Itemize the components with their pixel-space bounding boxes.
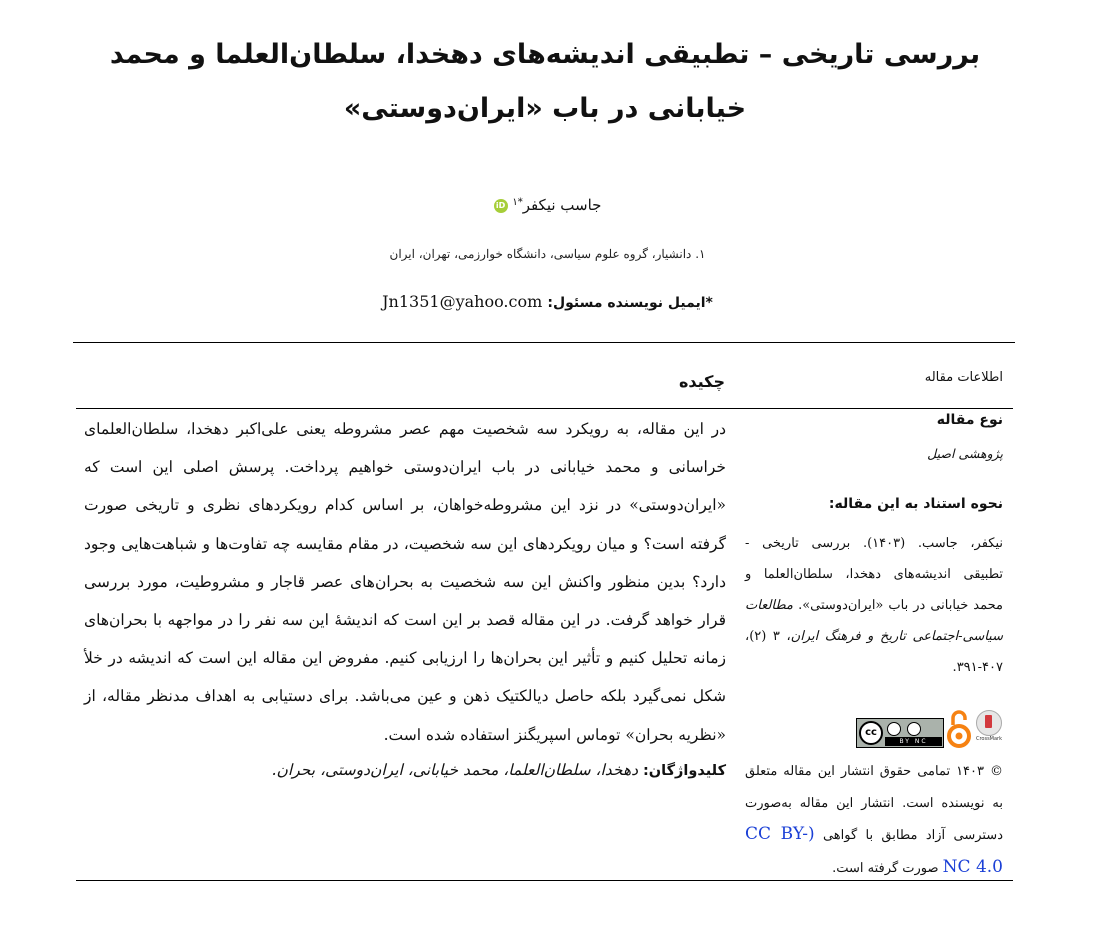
abstract-heading: چکیده [678,372,725,391]
license-link[interactable]: (CC BY-NC 4.0 [745,824,1003,877]
license-badges [856,708,1004,750]
article-title: بررسی تاریخی – تطبیقی اندیشه‌های دهخدا، سلطان‌العلما و محمد خیابانی در باب «ایران‌دوستی» [109,39,981,124]
article-type-label: نوع مقاله [936,412,1003,428]
bottom-divider [76,880,1013,881]
top-divider [73,342,1015,343]
citation-volume: ، ۳ (۲)، ۴۰۷-۳۹۱. [745,629,1003,675]
cc-attribution-icons [887,721,941,737]
crossmark-icon[interactable] [974,710,1004,750]
citation-label: نحوه استناد به این مقاله: [828,496,1003,512]
copyright-notice [745,756,1003,884]
citation-journal: مطالعات سیاسی-اجتماعی تاریخ و فرهنگ ایران [745,598,1003,644]
copyright-text: © ۱۴۰۳ تمامی حقوق انتشار این مقاله متعلق به نویسنده است. انتشار این مقاله به‌صورت دسترسی آزاد مطابق با گواهی [745,764,1004,843]
article-type-value: پژوهشی اصیل [927,446,1003,461]
affiliation: ۱. دانشیار، گروه علوم سیاسی، دانشگاه خوارزمی، تهران، ایران [389,247,706,261]
corresponding-email [0,292,1095,311]
author-line [0,196,1095,214]
open-access-icon[interactable] [946,708,972,750]
cc-logo: cc [859,721,883,745]
header-divider [76,408,1013,409]
cc-bar-label: BY NC [885,737,942,746]
email-label: *ایمیل نویسنده مسئول: [547,295,713,311]
abstract-body: در این مقاله، به رویکرد سه شخصیت مهم عصر مشروطه یعنی علی‌اکبر دهخدا، سلطان‌العلمای خراسانی و محمد خیابانی در باب ایران‌دوستی خواهیم پرداخت. پرسش اصلی این است که «ایران‌دوستی» در نزد این مشروطه‌خواهان، بر اساس کدام رویکردهای نظری و تاریخی صورت گرفته است؟ و میان رویکردهای این سه شخصیت، در مقام مقایسه چه تفاوت‌ها و شباهت‌هایی وجود دارد؟ بدین منظور واکنش این سه شخصیت به بحران‌های عصر قاجار و مشروطیت، مورد بررسی قرار خواهد گرفت. در این مقاله قصد بر این است که اندیشهٔ این سه نفر را در مواجهه با بحران‌های زمانه تحلیل کنیم و تأثیر این بحران‌ها را ارزیابی کنیم. مفروض این مقاله این است که اندیشه در خلأ شکل نمی‌گیرد بلکه حاصل دیالکتیک ذهن و عین می‌باشد. برای دستیابی به اهداف مدنظر مقاله، از «نظریه بحران» توماس اسپریگنز استفاده شده است. [84,420,726,744]
copyright-suffix: صورت گرفته است. [832,860,943,876]
author-name: جاسب نیکفر [522,196,602,214]
crossmark-circle [976,710,1002,736]
keywords [84,755,726,786]
cc-by-nc-icon[interactable] [856,718,944,748]
crossmark-label: CrossMark [975,736,1003,742]
citation-text [745,528,1003,683]
author-marker: *۱ [512,197,523,208]
orcid-icon[interactable]: iD [494,199,508,213]
citation-body: نیکفر، جاسب. (۱۴۰۳). بررسی تاریخی - تطبیقی اندیشه‌های دهخدا، سلطان‌العلما و محمد خیابانی در باب «ایران‌دوستی». [745,536,1003,613]
keywords-terms: دهخدا، سلطان‌العلما، محمد خیابانی، ایران‌دوستی، بحران. [271,761,639,779]
keywords-label: کلیدواژگان: [642,763,726,779]
email-address[interactable]: Jn1351@yahoo.com [382,292,543,311]
article-info-heading: اطلاعات مقاله [924,370,1003,385]
